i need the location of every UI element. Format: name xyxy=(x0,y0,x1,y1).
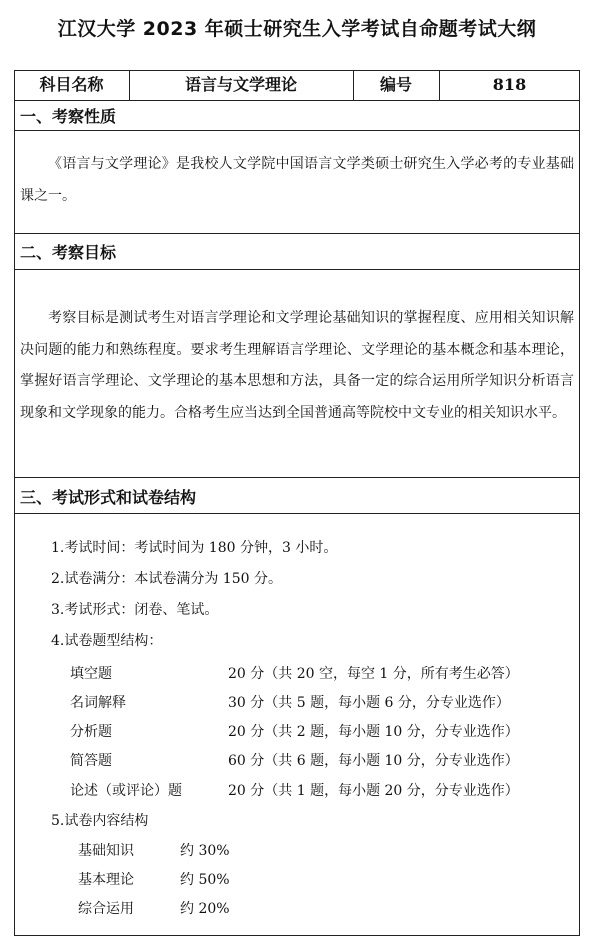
table-rule xyxy=(14,100,580,101)
question-type-detail: 60 分（共 6 题，每小题 10 分，分专业选作） xyxy=(228,753,519,769)
subject-label: 科目名称 xyxy=(39,75,104,94)
list-item: 4.试卷题型结构： xyxy=(51,633,163,649)
subject-value: 语言与文学理论 xyxy=(184,75,297,94)
content-structure-name: 基本理论 xyxy=(78,872,134,888)
list-item: 3.考试形式：闭卷、笔试。 xyxy=(51,602,219,618)
question-type-name: 名词解释 xyxy=(70,695,126,711)
section-heading-nature: 一、考察性质 xyxy=(20,107,117,126)
section-body-objective: 考察目标是测试考生对语言学理论和文学理论基础知识的掌握程度、应用相关知识解决问题的能力和熟练程度。要求考生理解语言学理论、文学理论的基本概念和基本理论，掌握好语言学理论、文学理论的基本思想和方法，具备一定的综合运用所学知识分析语言现象和文学现象的能力。合格考生应当达到全国普通高等院校中文专业的相关知识水平。 xyxy=(20,310,574,421)
question-type-name: 填空题 xyxy=(70,666,112,682)
list-item: 1.考试时间：考试时间为 180 分钟，3 小时。 xyxy=(51,540,338,556)
section-heading-format: 三、考试形式和试卷结构 xyxy=(20,488,197,507)
question-type-name: 论述（或评论）题 xyxy=(70,783,182,799)
section-heading-objective: 二、考察目标 xyxy=(20,243,117,262)
list-item: 5.试卷内容结构 xyxy=(51,813,149,829)
table-rule xyxy=(14,269,580,270)
page-title: 江汉大学 2023 年硕士研究生入学考试自命题考试大纲 xyxy=(57,18,537,40)
list-item: 2.试卷满分：本试卷满分为 150 分。 xyxy=(51,571,282,587)
question-type-detail: 30 分（共 5 题，每小题 6 分，分专业选作） xyxy=(228,695,510,711)
content-structure-ratio: 约 50% xyxy=(180,872,230,888)
code-label: 编号 xyxy=(379,75,412,94)
content-structure-name: 基础知识 xyxy=(78,843,134,859)
content-structure-ratio: 约 30% xyxy=(180,843,230,859)
section-body-nature: 《语言与文学理论》是我校人文学院中国语言文学类硕士研究生入学必考的专业基础课之一。 xyxy=(20,156,574,204)
question-type-name: 分析题 xyxy=(70,724,112,740)
question-type-detail: 20 分（共 2 题，每小题 10 分，分专业选作） xyxy=(228,724,519,740)
code-value: 818 xyxy=(492,75,527,94)
question-type-name: 简答题 xyxy=(70,753,112,769)
question-type-detail: 20 分（共 20 空，每空 1 分，所有考生必答） xyxy=(228,666,519,682)
table-rule xyxy=(14,130,580,131)
table-rule xyxy=(14,513,580,514)
table-rule xyxy=(14,233,580,234)
content-structure-name: 综合运用 xyxy=(78,901,134,917)
content-structure-ratio: 约 20% xyxy=(180,901,230,917)
table-rule xyxy=(14,477,580,478)
question-type-detail: 20 分（共 1 题，每小题 20 分，分专业选作） xyxy=(228,783,519,799)
